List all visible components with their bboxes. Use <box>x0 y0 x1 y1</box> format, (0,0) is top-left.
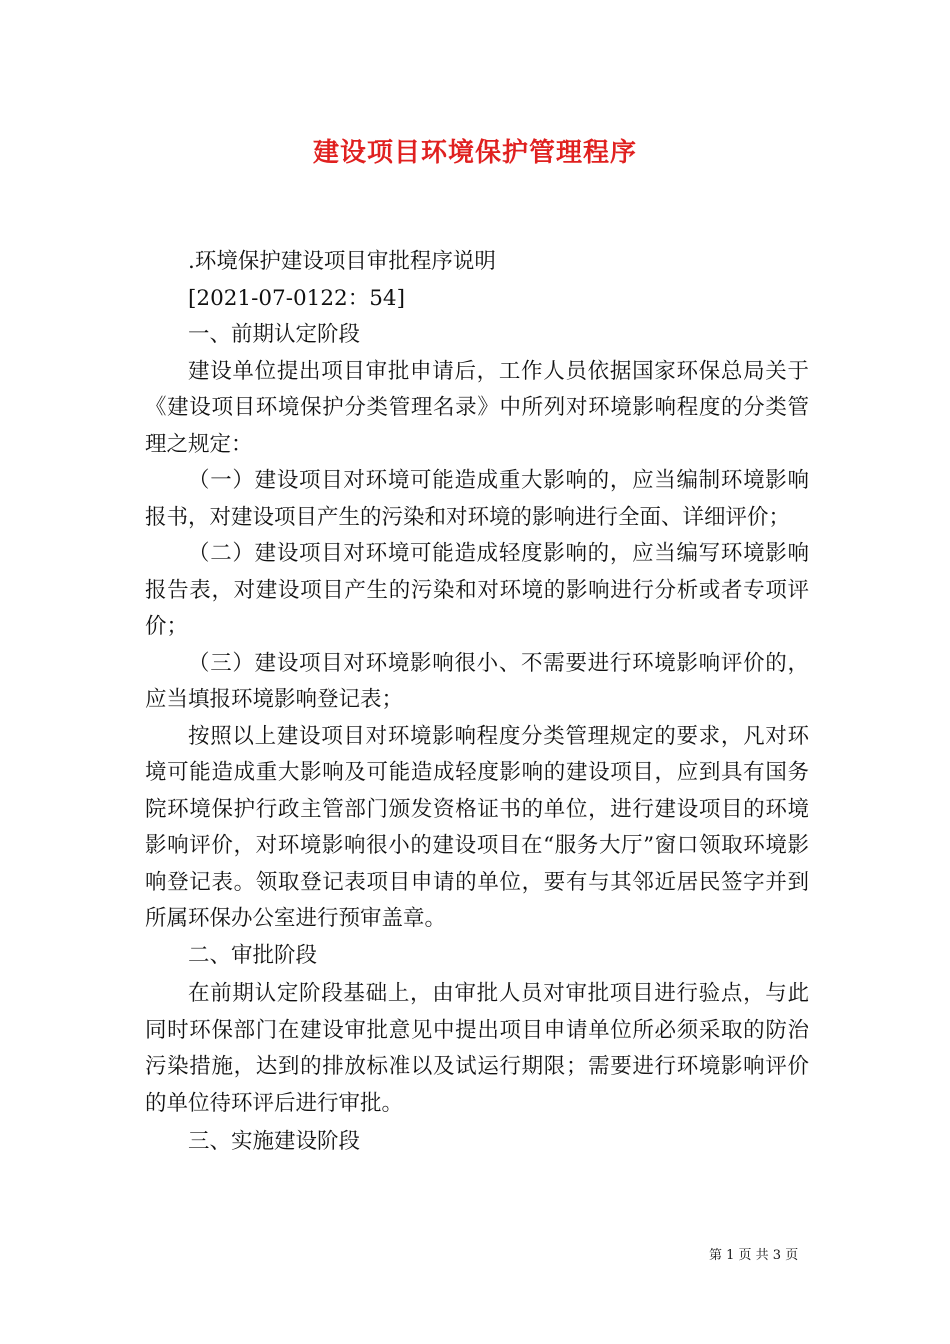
paragraph: 在前期认定阶段基础上，由审批人员对审批项目进行验点，与此同时环保部门在建设审批意见中提出项目申请单位所必须采取的防治污染措施，达到的排放标准以及试运行期限；需要进行环境影响评价的单位待环评后进行审批。 <box>145 981 809 1116</box>
paragraph: （一）建设项目对环境可能造成重大影响的，应当编制环境影响报书，对建设项目产生的污染和对环境的影响进行全面、详细评价； <box>145 468 809 530</box>
paragraph: （二）建设项目对环境可能造成轻度影响的，应当编写环境影响报告表，对建设项目产生的污染和对环境的影响进行分析或者专项评价； <box>145 541 809 639</box>
section-heading-1: 一、前期认定阶段 <box>188 322 361 347</box>
document-title: 建设项目环境保护管理程序 <box>312 138 637 168</box>
paragraph: （三）建设项目对环境影响很小、不需要进行环境影响评价的，应当填报环境影响登记表； <box>145 650 809 712</box>
paragraph-heading-note: .环境保护建设项目审批程序说明 <box>188 249 496 274</box>
paragraph: 按照以上建设项目对环境影响程度分类管理规定的要求，凡对环境可能造成重大影响及可能造成轻度影响的建设项目，应到具有国务院环境保护行政主管部门颁发资格证书的单位，进行建设项目的环境影响评价，对环境影响很小的建设项目在“服务大厅”窗口领取环境影响登记表。领取登记表项目申请的单位，要有与其邻近居民签字并到所属环保办公室进行预审盖章。 <box>145 723 809 931</box>
document-body <box>145 244 809 1161</box>
paragraph: 建设单位提出项目审批申请后，工作人员依据国家环保总局关于《建设项目环境保护分类管理名录》中所列对环境影响程度的分类管理之规定： <box>145 358 809 457</box>
section-heading-3: 三、实施建设阶段 <box>188 1129 361 1154</box>
paragraph-timestamp: [2021-07-0122：54] <box>188 285 405 311</box>
section-heading-2: 二、审批阶段 <box>188 942 318 968</box>
page-number: 第 1 页 共 3 页 <box>709 1248 799 1263</box>
